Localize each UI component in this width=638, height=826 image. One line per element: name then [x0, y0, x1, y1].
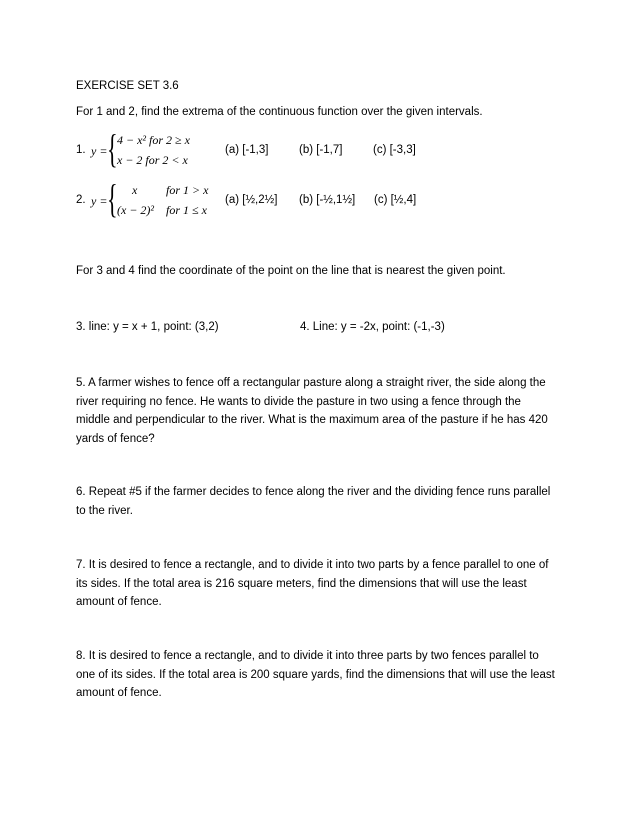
- problem-3: 3. line: y = x + 1, point: (3,2): [76, 321, 219, 333]
- interval-c: (c) [-3,3]: [373, 144, 416, 156]
- problem-7-line: 7. It is desired to fence a rectangle, and to divide it into two parts by a fence parallel to one of: [76, 559, 549, 571]
- problem-5-line: 5. A farmer wishes to fence off a rectangular pasture along a straight river, the side along the: [76, 377, 546, 389]
- y-equals: y =: [91, 194, 108, 208]
- piecewise-case-bottom-expr: (x − 2)²: [117, 203, 155, 217]
- problem-8: [76, 647, 566, 703]
- piecewise-case-bottom-cond: for 1 ≤ x: [166, 203, 207, 217]
- problem-2: [76, 176, 576, 223]
- problem-5: [76, 374, 566, 448]
- problem-5-line: middle and perpendicular to the river. What is the maximum area of the pasture if he has 420: [76, 414, 548, 426]
- interval-c: (c) [½,4]: [374, 194, 417, 206]
- problem-7-line: amount of fence.: [76, 596, 162, 608]
- problem-number: 1.: [76, 144, 86, 156]
- piecewise-case-top: 4 − x² for 2 ≥ x: [117, 133, 190, 147]
- exercise-title: EXERCISE SET 3.6: [76, 80, 179, 92]
- problem-8-line: amount of fence.: [76, 687, 162, 699]
- y-equals: y =: [91, 144, 108, 158]
- problem-5-line: yards of fence?: [76, 432, 155, 445]
- piecewise-case-top-cond: for 1 > x: [166, 183, 209, 197]
- interval-a: (a) [½,2½]: [225, 194, 278, 206]
- problem-6-line: to the river.: [76, 504, 133, 517]
- problem-5-line: river requiring no fence. He wants to divide the pasture in two using a fence through the: [76, 395, 521, 408]
- problem-7: [76, 556, 566, 612]
- brace: {: [107, 126, 118, 171]
- problem-number: 2.: [76, 194, 86, 206]
- problem-8-line: 8. It is desired to fence a rectangle, and to divide it into three parts by two fences parallel to: [76, 650, 539, 662]
- problem-7-line: its sides. If the total area is 216 square meters, find the dimensions that will use the least: [76, 577, 527, 590]
- interval-b: (b) [-½,1½]: [299, 194, 356, 206]
- problem-1: [76, 126, 576, 173]
- interval-b: (b) [-1,7]: [299, 144, 343, 156]
- instructions-1-2: For 1 and 2, find the extrema of the continuous function over the given intervals.: [76, 106, 483, 118]
- problem-4: 4. Line: y = -2x, point: (-1,-3): [300, 321, 445, 333]
- problem-6-line: 6. Repeat #5 if the farmer decides to fence along the river and the dividing fence runs parallel: [76, 486, 551, 498]
- interval-a: (a) [-1,3]: [225, 144, 269, 156]
- problem-8-line: one of its sides. If the total area is 200 square yards, find the dimensions that will use the least: [76, 668, 555, 681]
- problem-6: [76, 483, 566, 520]
- piecewise-case-top-expr: x: [132, 183, 138, 197]
- brace: {: [107, 176, 118, 221]
- instructions-3-4: For 3 and 4 find the coordinate of the point on the line that is nearest the given point.: [76, 265, 506, 277]
- piecewise-case-bottom: x − 2 for 2 < x: [117, 153, 188, 167]
